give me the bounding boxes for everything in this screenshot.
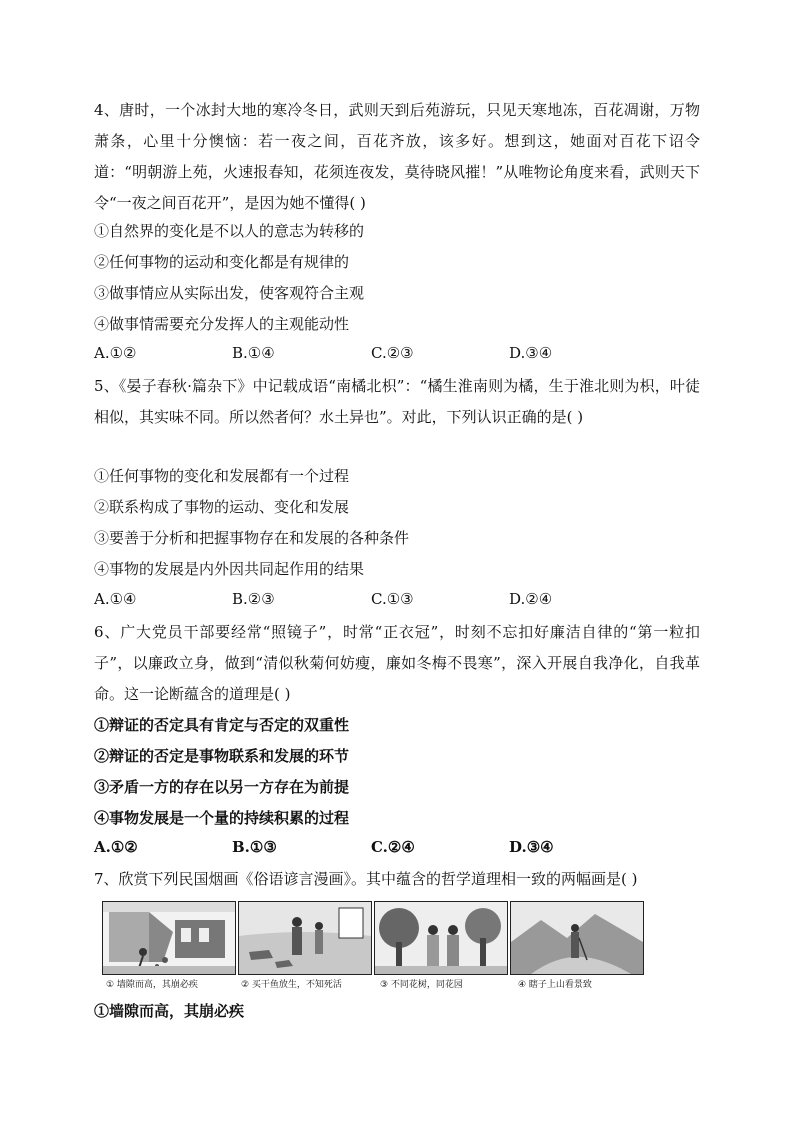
question-6-options	[94, 838, 714, 860]
cartoon-3-caption: ③ 不同花树，同花园	[380, 980, 463, 990]
cartoon-4-caption: ④ 瞎子上山看景致	[518, 980, 592, 990]
question-4-item-4: ④做事情需要充分发挥人的主观能动性	[94, 315, 350, 333]
option-a[interactable]: A.①④	[94, 590, 137, 608]
cartoon-fish-release	[238, 901, 372, 975]
question-7-stem: 7、欣赏下列民国烟画《俗语谚言漫画》。其中蕴含的哲学道理相一致的两幅画是( )	[94, 870, 638, 888]
option-c[interactable]: C.①③	[371, 590, 414, 608]
question-4-stem: 4、唐时，一个冰封大地的寒冷冬日，武则天到后苑游玩，只见天寒地冻，百花凋谢，万物萧条，心里十分懊恼：若一夜之间，百花齐放，该多好。想到这，她面对百花下诏令道：“明朝游上苑，火速报春知，花须连夜发，莫待晓风摧！”从唯物论角度来看，武则天下令“一夜之间百花开”，是因为她不懂得( )	[94, 101, 700, 212]
cartoon-garden-trees	[374, 901, 508, 975]
question-7-item-1: ①墙隙而高，其崩必疾	[94, 1002, 245, 1020]
cartoon-2-caption: ② 买干鱼放生，不知死活	[241, 980, 342, 990]
option-b[interactable]: B.①③	[232, 838, 277, 856]
question-5-stem: 5、《晏子春秋·篇杂下》中记载成语“南橘北枳”：“橘生淮南则为橘，生于淮北则为枳，叶徒相似，其实味不同。所以然者何？水土异也”。对此，下列认识正确的是( )	[94, 377, 700, 426]
question-6-item-1: ①辩证的否定具有肯定与否定的双重性	[94, 716, 350, 734]
question-5-item-1: ①任何事物的变化和发展都有一个过程	[94, 467, 350, 485]
option-b[interactable]: B.②③	[232, 590, 275, 608]
cartoon-wall-collapse	[102, 901, 236, 975]
option-d[interactable]: D.②④	[509, 590, 553, 608]
option-a[interactable]: A.①②	[94, 838, 138, 856]
question-6-item-3: ③矛盾一方的存在以另一方存在为前提	[94, 778, 350, 796]
question-5-item-2: ②联系构成了事物的运动、变化和发展	[94, 498, 350, 516]
option-d[interactable]: D.③④	[509, 344, 553, 362]
question-4-item-1: ①自然界的变化是不以人的意志为转移的	[94, 222, 365, 240]
question-4-options	[94, 344, 714, 366]
question-5-item-4: ④事物的发展是内外因共同起作用的结果	[94, 560, 365, 578]
option-d[interactable]: D.③④	[509, 838, 554, 856]
option-c[interactable]: C.②③	[371, 344, 414, 362]
option-a[interactable]: A.①②	[94, 344, 137, 362]
question-6-item-4: ④事物发展是一个量的持续积累的过程	[94, 809, 350, 827]
option-b[interactable]: B.①④	[232, 344, 275, 362]
question-4-item-2: ②任何事物的运动和变化都是有规律的	[94, 253, 350, 271]
question-5-options	[94, 590, 714, 612]
option-c[interactable]: C.②④	[371, 838, 415, 856]
cartoon-blind-mountain	[510, 901, 644, 975]
question-6-stem: 6、广大党员干部要经常“照镜子”，时常“正衣冠”，时刻不忘扣好廉洁自律的“第一粒扣子”，以廉政立身，做到“清似秋菊何妨瘦，廉如冬梅不畏寒”，深入开展自我净化，自我革命。这一论断蕴含的道理是( )	[94, 623, 700, 703]
question-5-item-3: ③要善于分析和把握事物存在和发展的各种条件	[94, 529, 410, 547]
question-4-item-3: ③做事情应从实际出发，使客观符合主观	[94, 284, 365, 302]
question-6-item-2: ②辩证的否定是事物联系和发展的环节	[94, 747, 350, 765]
cartoon-1-caption: ① 墙隙而高，其崩必疾	[106, 980, 198, 990]
